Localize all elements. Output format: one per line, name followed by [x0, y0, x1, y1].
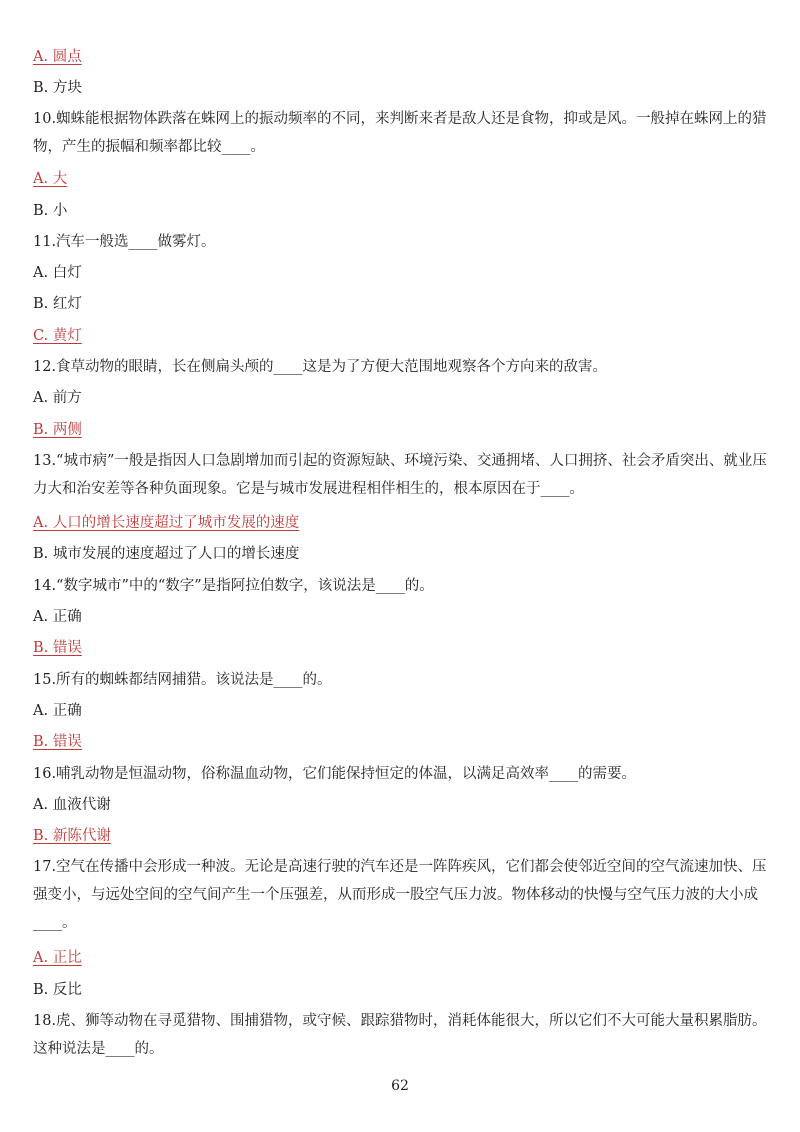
question-18: 18.虎、狮等动物在寻觅猎物、围捕猎物，或守候、跟踪猎物时，消耗体能很大，所以它们不大可能大量积累脂肪。这种说法是____的。 [33, 1013, 767, 1057]
option-q13-a: A. 人口的增长速度超过了城市发展的速度 [33, 515, 300, 531]
option-q15-b: B. 错误 [33, 734, 82, 750]
option-q11-a: A. 白灯 [33, 265, 82, 281]
option-q14-a: A. 正确 [33, 609, 82, 625]
option-q17-a: A. 正比 [33, 950, 82, 966]
option-q9-a: A. 圆点 [33, 49, 82, 65]
question-10: 10.蜘蛛能根据物体跌落在蛛网上的振动频率的不同，来判断来者是敌人还是食物，抑或是风。一般掉在蛛网上的猎物，产生的振幅和频率都比较____。 [33, 111, 767, 155]
question-15: 15.所有的蜘蛛都结网捕猎。该说法是____的。 [33, 672, 332, 688]
option-q16-b: B. 新陈代谢 [33, 828, 111, 844]
page-number: 62 [391, 1078, 409, 1094]
option-q14-b: B. 错误 [33, 640, 82, 656]
question-16: 16.哺乳动物是恒温动物，俗称温血动物，它们能保持恒定的体温，以满足高效率____的需要。 [33, 766, 637, 782]
option-q11-b: B. 红灯 [33, 296, 82, 312]
question-11: 11.汽车一般选____做雾灯。 [33, 234, 216, 250]
option-q17-b: B. 反比 [33, 982, 82, 998]
option-q11-c: C. 黄灯 [33, 328, 82, 344]
option-q16-a: A. 血液代谢 [33, 797, 111, 813]
option-q12-b: B. 两侧 [33, 422, 82, 438]
option-q12-a: A. 前方 [33, 390, 82, 406]
question-14: 14.“数字城市”中的“数字”是指阿拉伯数字，该说法是____的。 [33, 578, 434, 594]
option-q15-a: A. 正确 [33, 703, 82, 719]
option-q10-a: A. 大 [33, 171, 68, 187]
option-q10-b: B. 小 [33, 203, 68, 219]
option-q9-b: B. 方块 [33, 80, 82, 96]
option-q13-b: B. 城市发展的速度超过了人口的增长速度 [33, 546, 300, 562]
question-12: 12.食草动物的眼睛，长在侧扁头颅的____这是为了方便大范围地观察各个方向来的敌害。 [33, 359, 608, 375]
question-17: 17.空气在传播中会形成一种波。无论是高速行驶的汽车还是一阵阵疾风，它们都会使邻近空间的空气流速加快、压强变小，与远处空间的空气间产生一个压强差，从而形成一股空气压力波。物体移动的快慢与空气压力波的大小成____。 [33, 859, 767, 931]
question-13: 13.“城市病”一般是指因人口急剧增加而引起的资源短缺、环境污染、交通拥堵、人口拥挤、社会矛盾突出、就业压力大和治安差等各种负面现象。它是与城市发展进程相伴相生的，根本原因在于____。 [33, 453, 767, 497]
